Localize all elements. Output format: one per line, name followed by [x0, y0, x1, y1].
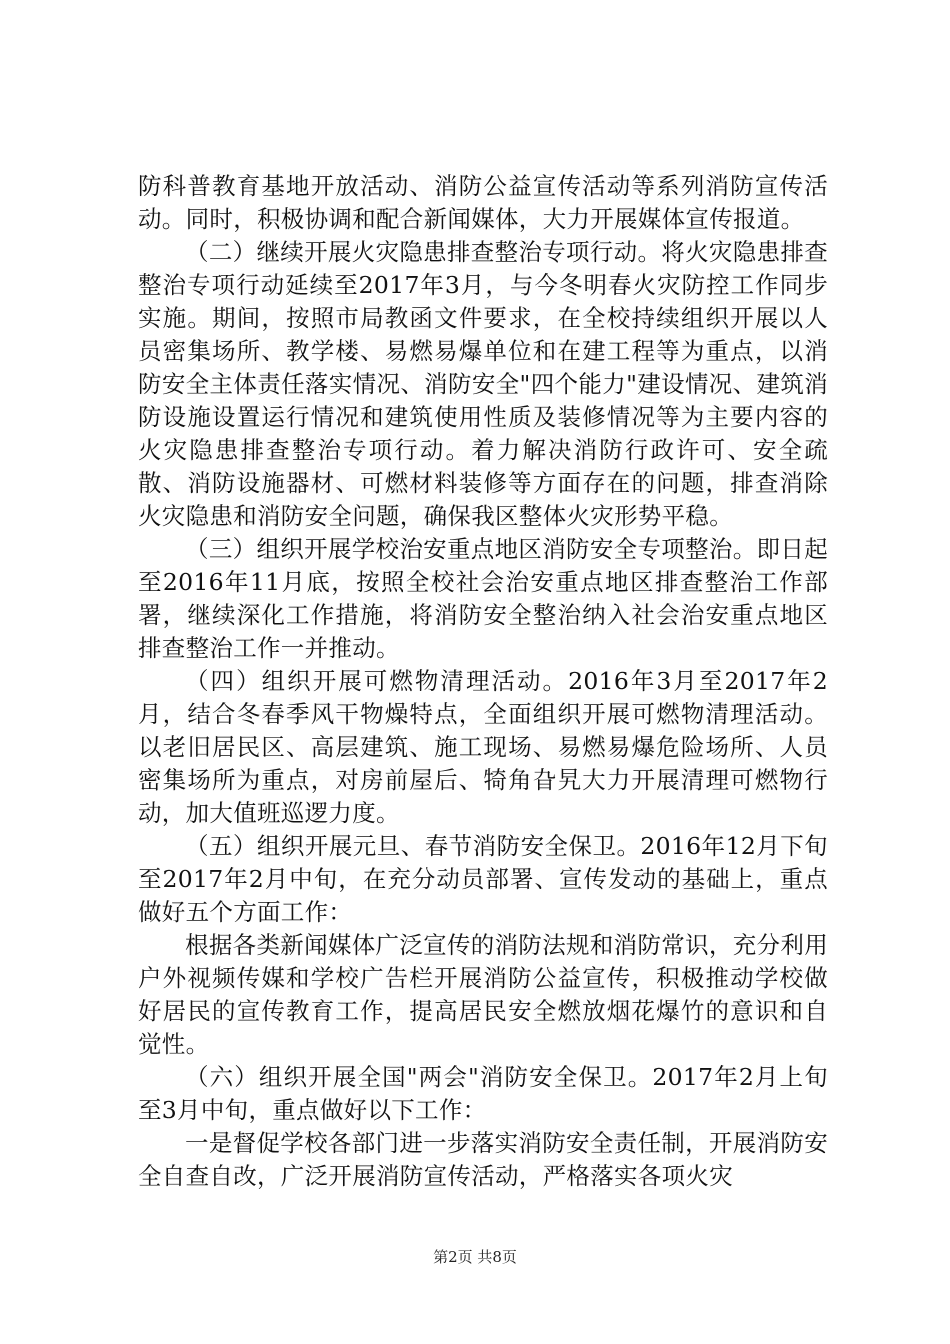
paragraph-7: （六）组织开展全国"两会"消防安全保卫。2017年2月上旬至3月中旬，重点做好以下工作： [138, 1063, 828, 1124]
paragraph-3: （三）组织开展学校治安重点地区消防安全专项整治。即日起至2016年11月底，按照全校社会治安重点地区排查整治工作部署，继续深化工作措施，将消防安全整治纳入社会治安重点地区排查整治工作一并推动。 [138, 535, 828, 662]
paragraph-6: 根据各类新闻媒体广泛宣传的消防法规和消防常识，充分利用户外视频传媒和学校广告栏开展消防公益宣传，积极推动学校做好居民的宣传教育工作，提高居民安全燃放烟花爆竹的意识和自觉性。 [138, 931, 828, 1058]
document-body [138, 170, 828, 1193]
paragraph-1: 防科普教育基地开放活动、消防公益宣传活动等系列消防宣传活动。同时，积极协调和配合新闻媒体，大力开展媒体宣传报道。 [138, 172, 828, 233]
paragraph-2: （二）继续开展火灾隐患排查整治专项行动。将火灾隐患排查整治专项行动延续至2017年3月，与今冬明春火灾防控工作同步实施。期间，按照市局教函文件要求，在全校持续组织开展以人员密集场所、教学楼、易燃易爆单位和在建工程等为重点，以消防安全主体责任落实情况、消防安全"四个能力"建设情况、建筑消防设施设置运行情况和建筑使用性质及装修情况等为主要内容的火灾隐患排查整治专项行动。着力解决消防行政许可、安全疏散、消防设施器材、可燃材料装修等方面存在的问题，排查消除火灾隐患和消防安全问题，确保我区整体火灾形势平稳。 [138, 238, 828, 530]
page-footer: 第2页 共8页 [433, 1248, 517, 1266]
paragraph-4: （四）组织开展可燃物清理活动。2016年3月至2017年2月，结合冬春季风干物燥特点，全面组织开展可燃物清理活动。以老旧居民区、高层建筑、施工现场、易燃易爆危险场所、人员密集场所为重点，对房前屋后、犄角旮旯大力开展清理可燃物行动，加大值班巡逻力度。 [138, 667, 828, 827]
paragraph-8: 一是督促学校各部门进一步落实消防安全责任制，开展消防安全自查自改，广泛开展消防宣传活动，严格落实各项火灾 [138, 1129, 828, 1190]
paragraph-5: （五）组织开展元旦、春节消防安全保卫。2016年12月下旬至2017年2月中旬，在充分动员部署、宣传发动的基础上，重点做好五个方面工作： [138, 832, 828, 926]
